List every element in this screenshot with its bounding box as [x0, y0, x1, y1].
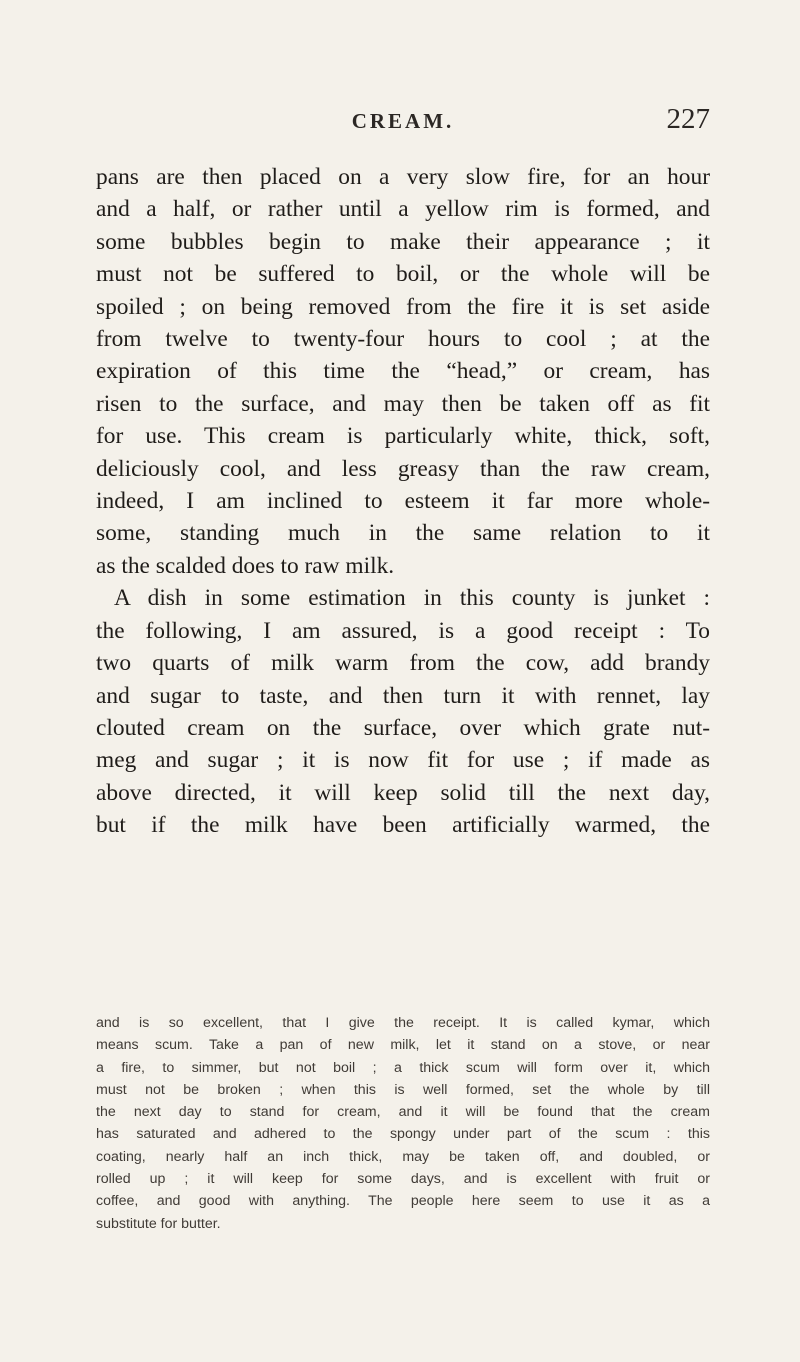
text-line: for use. This cream is particularly white, thick, soft, [96, 423, 710, 450]
footnote-line: coffee, and good with anything. The people here seem to use it as a [96, 1193, 710, 1210]
text-line: from twelve to twenty-four hours to cool ; at the [96, 326, 710, 353]
main-text [96, 161, 710, 842]
text-line: above directed, it will keep solid till the next day, [96, 779, 710, 806]
text-line: as the scalded does to raw milk. [96, 552, 395, 579]
running-head-title: CREAM. [351, 109, 455, 133]
text-line: deliciously cool, and less greasy than the raw cream, [96, 455, 710, 482]
footnote-line: must not be broken ; when this is well formed, set the whole by till [96, 1081, 710, 1098]
text-line: two quarts of milk warm from the cow, add brandy [96, 650, 710, 677]
text-line: but if the milk have been artificially warmed, the [96, 812, 710, 839]
text-line: some, standing much in the same relation to it [96, 520, 710, 547]
text-line: and sugar to taste, and then turn it with rennet, lay [96, 682, 710, 709]
text-line: some bubbles begin to make their appearance ; it [96, 228, 710, 255]
page-number: 227 [666, 103, 710, 135]
footnote-line: the next day to stand for cream, and it will be found that the cream [96, 1104, 710, 1121]
footnote-line: a fire, to simmer, but not boil ; a thick scum will form over it, which [96, 1059, 710, 1076]
running-head [96, 103, 710, 143]
text-line: spoiled ; on being removed from the fire it is set aside [96, 293, 710, 320]
text-line: clouted cream on the surface, over which grate nut- [96, 714, 710, 741]
text-line: the following, I am assured, is a good receipt : To [96, 617, 710, 644]
text-line: expiration of this time the “head,” or cream, has [96, 358, 710, 385]
text-line: A dish in some estimation in this county is junket : [114, 585, 710, 612]
text-line: must not be suffered to boil, or the whole will be [96, 261, 710, 288]
text-line: indeed, I am inclined to esteem it far more whole- [96, 488, 710, 515]
text-line: and a half, or rather until a yellow rim is formed, and [96, 196, 710, 223]
footnote-line: rolled up ; it will keep for some days, and is excellent with fruit or [96, 1171, 710, 1188]
text-line: meg and sugar ; it is now fit for use ; if made as [96, 747, 710, 774]
footnote-line: has saturated and adhered to the spongy under part of the scum : this [96, 1126, 710, 1143]
footnote-line: substitute for butter. [96, 1215, 221, 1232]
footnote [96, 1012, 710, 1235]
text-line: pans are then placed on a very slow fire, for an hour [96, 164, 710, 190]
footnote-line: coating, nearly half an inch thick, may be taken off, and doubled, or [96, 1148, 710, 1165]
text-line: risen to the surface, and may then be taken off as fit [96, 390, 710, 417]
footnote-line: and is so excellent, that I give the receipt. It is called kymar, which [96, 1015, 710, 1031]
footnote-line: means scum. Take a pan of new milk, let it stand on a stove, or near [96, 1037, 710, 1054]
